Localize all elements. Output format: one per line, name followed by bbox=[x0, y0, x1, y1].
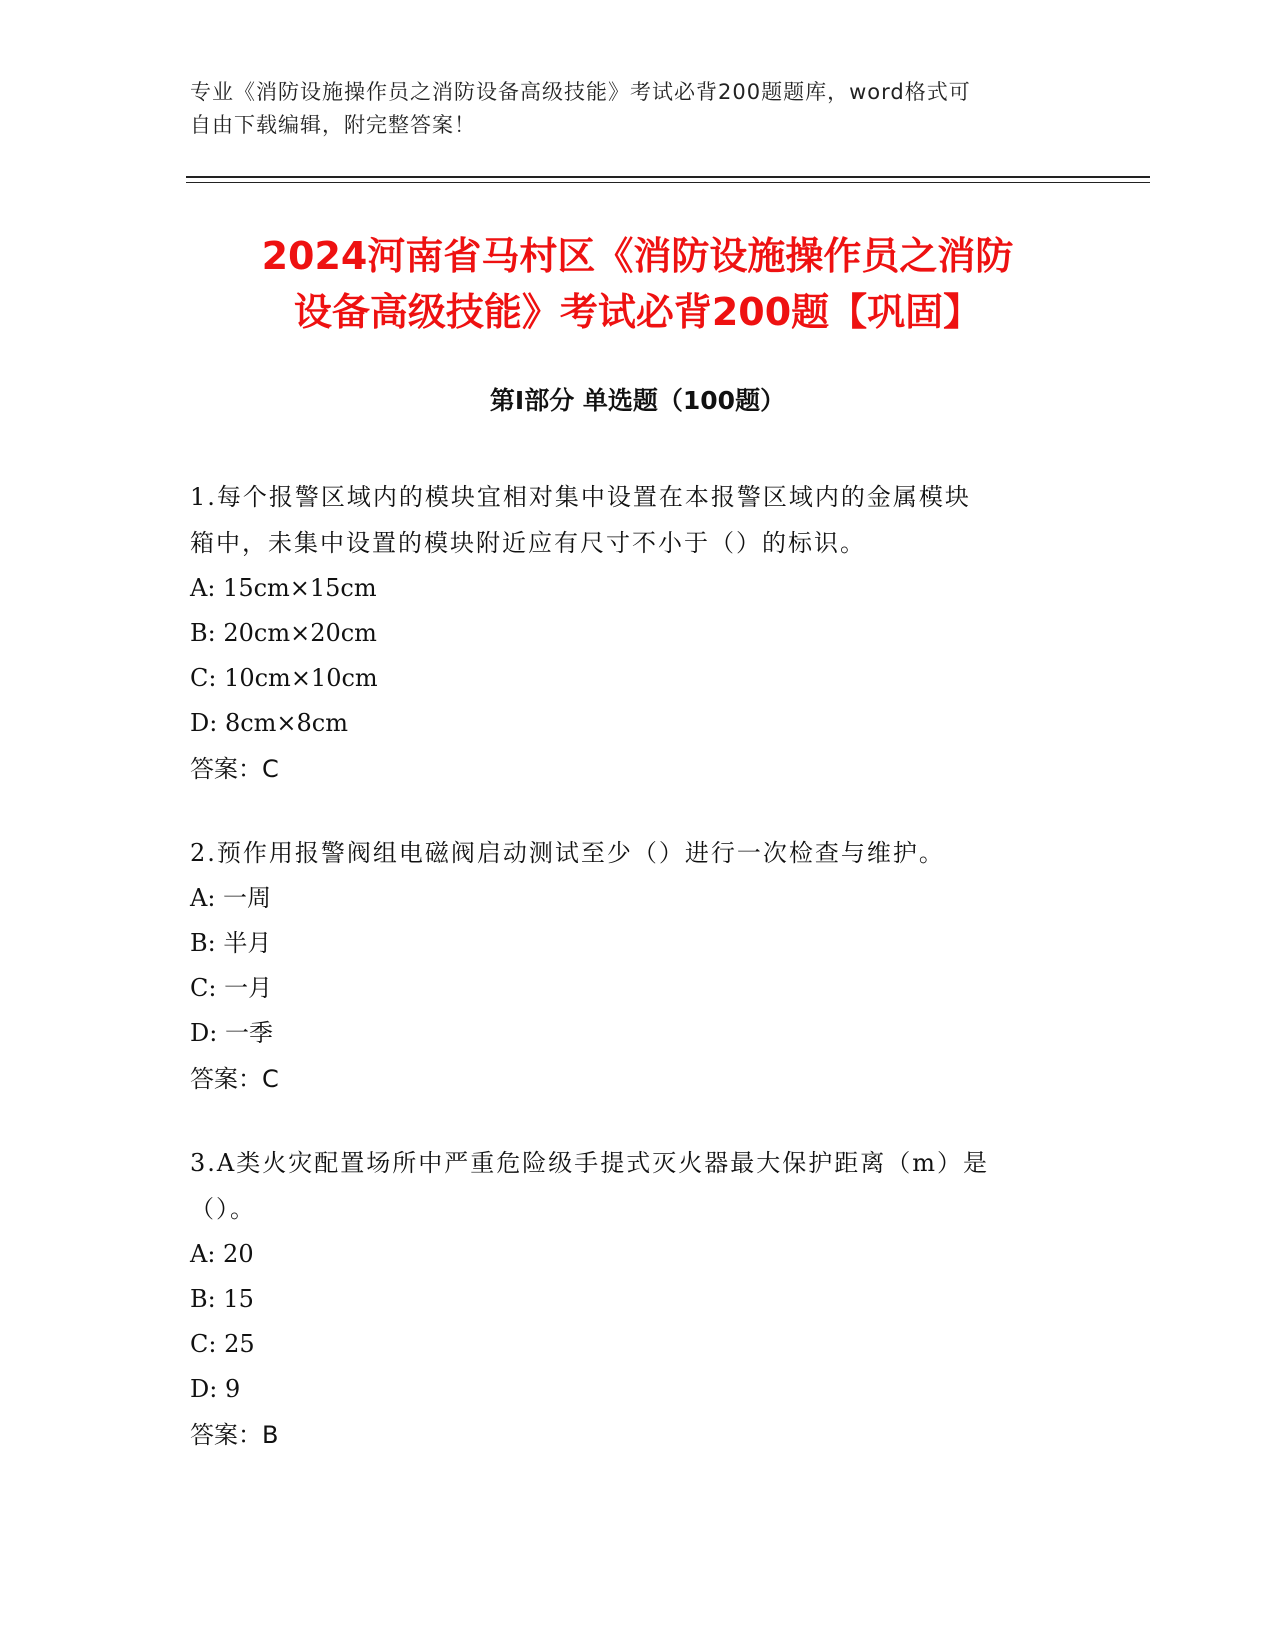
question-2 bbox=[190, 830, 1090, 1102]
question-list bbox=[190, 474, 1090, 1496]
question-3-stem-line-2: （）。 bbox=[190, 1195, 256, 1223]
question-3-option-a: A: 20 bbox=[190, 1240, 254, 1268]
question-3-option-c: C: 25 bbox=[190, 1330, 255, 1358]
header-divider-thin bbox=[186, 182, 1150, 183]
question-2-answer: 答案：C bbox=[190, 1065, 279, 1093]
question-2-option-d: D: 一季 bbox=[190, 1019, 273, 1047]
document-title-line-2: 设备高级技能》考试必背200题【巩固】 bbox=[293, 290, 982, 334]
question-2-option-b: B: 半月 bbox=[190, 929, 272, 957]
question-1-option-d: D: 8cm×8cm bbox=[190, 709, 349, 737]
header-note-line-1: 专业《消防设施操作员之消防设备高级技能》考试必背200题题库，word格式可 bbox=[190, 80, 971, 104]
question-3-option-d: D: 9 bbox=[190, 1375, 241, 1403]
question-2-stem-line-1: 2.预作用报警阀组电磁阀启动测试至少（）进行一次检查与维护。 bbox=[190, 839, 945, 867]
question-1 bbox=[190, 474, 1090, 792]
question-3 bbox=[190, 1140, 1090, 1458]
header-note-line-2: 自由下载编辑，附完整答案！ bbox=[190, 113, 476, 137]
question-3-answer: 答案：B bbox=[190, 1421, 279, 1449]
question-1-option-a: A: 15cm×15cm bbox=[190, 574, 377, 602]
document-title-line-1: 2024河南省马村区《消防设施操作员之消防 bbox=[261, 234, 1014, 278]
document-title bbox=[170, 228, 1105, 340]
section-heading: 第I部分 单选题（100题） bbox=[489, 386, 786, 415]
question-1-answer: 答案：C bbox=[190, 755, 279, 783]
header-divider-thick bbox=[186, 176, 1150, 178]
question-1-option-c: C: 10cm×10cm bbox=[190, 664, 378, 692]
question-1-stem-line-2: 箱中，未集中设置的模块附近应有尺寸不小于（）的标识。 bbox=[190, 529, 866, 557]
question-3-option-b: B: 15 bbox=[190, 1285, 254, 1313]
question-1-option-b: B: 20cm×20cm bbox=[190, 619, 377, 647]
question-3-stem-line-1: 3.A类火灾配置场所中严重危险级手提式灭火器最大保护距离（m）是 bbox=[190, 1149, 989, 1177]
question-1-stem-line-1: 1.每个报警区域内的模块宜相对集中设置在本报警区域内的金属模块 bbox=[190, 483, 971, 511]
question-2-option-a: A: 一周 bbox=[190, 884, 272, 912]
header-note bbox=[190, 76, 1090, 142]
question-2-option-c: C: 一月 bbox=[190, 974, 273, 1002]
